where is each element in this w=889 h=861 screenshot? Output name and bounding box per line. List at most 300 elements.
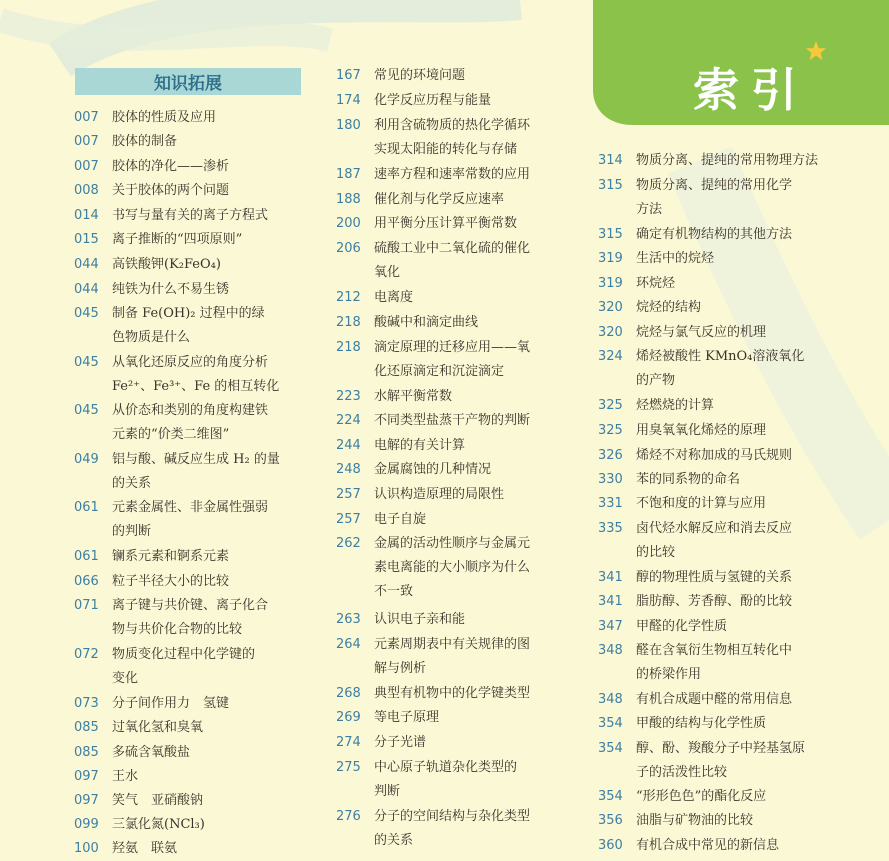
entry-title-line: 烷烃与氯气反应的机理 — [636, 325, 767, 340]
entry-title — [112, 399, 268, 447]
page-number: 341 — [598, 570, 623, 585]
entry-title — [112, 351, 279, 399]
index-entry — [336, 311, 568, 335]
entry-title-line: 氧化 — [374, 265, 401, 280]
entry-title-line: 判断 — [374, 784, 401, 799]
entry-title-line: 化还原滴定和沉淀滴定 — [374, 364, 505, 379]
entry-title — [636, 223, 792, 247]
index-entry — [336, 64, 568, 88]
page-number: 071 — [74, 598, 99, 613]
entry-title-line: 从价态和类别的角度构建铁 — [112, 403, 269, 418]
index-entry — [336, 188, 568, 212]
index-entry — [74, 765, 304, 789]
entry-title — [636, 809, 753, 833]
index-entry — [74, 155, 304, 179]
index-entry — [336, 682, 568, 706]
entry-title — [374, 458, 491, 482]
entry-title-line: 方法 — [636, 202, 663, 217]
entry-title — [636, 639, 792, 687]
entry-title-line: 书写与量有关的离子方程式 — [112, 208, 269, 223]
index-entry — [598, 419, 828, 443]
entry-title-line: 笑气 亚硝酸钠 — [112, 793, 204, 808]
index-entry — [598, 174, 828, 222]
index-entry — [336, 706, 568, 730]
index-entry — [598, 296, 828, 320]
entry-title-line: 纯铁为什么不易生锈 — [112, 282, 230, 297]
entry-title-line: 物质分离、提纯的常用化学 — [636, 178, 793, 193]
index-entry — [598, 272, 828, 296]
index-entry — [74, 253, 304, 277]
entry-title — [112, 179, 229, 203]
entry-title — [636, 615, 727, 639]
index-entry — [598, 834, 828, 858]
page-number: 224 — [336, 413, 361, 428]
entry-title — [112, 545, 229, 569]
entry-title-line: 关于胶体的两个问题 — [112, 183, 230, 198]
index-entry — [598, 688, 828, 712]
index-entry — [336, 458, 568, 482]
entry-title-line: 卤代烃水解反应和消去反应 — [636, 521, 793, 536]
index-entry — [74, 570, 304, 594]
index-title: 索引 — [693, 63, 809, 117]
entry-title-line: 醇的物理性质与氢键的关系 — [636, 570, 793, 585]
entry-title-line: 多硫含氧酸盐 — [112, 745, 191, 760]
entry-title — [112, 228, 242, 252]
page-number: 097 — [74, 769, 99, 784]
index-entry — [598, 444, 828, 468]
entry-title-line: 生活中的烷烃 — [636, 251, 715, 266]
index-entry — [336, 286, 568, 310]
page-number: 315 — [598, 178, 623, 193]
entry-title-line: 粒子半径大小的比较 — [112, 574, 230, 589]
entry-title-line: 烷烃的结构 — [636, 300, 702, 315]
entry-title-line: 水解平衡常数 — [374, 389, 453, 404]
page-number: 072 — [74, 647, 99, 662]
page-number: 320 — [598, 325, 623, 340]
page-number: 045 — [74, 355, 99, 370]
entry-title-line: 油脂与矿物油的比较 — [636, 813, 754, 828]
page-number: 008 — [74, 183, 99, 198]
index-entry — [598, 345, 828, 393]
page-number: 099 — [74, 817, 99, 832]
entry-title — [636, 737, 805, 785]
entry-title — [112, 813, 205, 837]
entry-title-line: 苯的同系物的命名 — [636, 472, 741, 487]
entry-title — [374, 89, 491, 113]
page-number: 007 — [74, 134, 99, 149]
entry-title-line: 金属腐蚀的几种情况 — [374, 462, 492, 477]
entry-title — [636, 272, 675, 296]
page-number: 014 — [74, 208, 99, 223]
entry-title — [636, 394, 714, 418]
index-entry — [598, 566, 828, 590]
entry-title-line: 镧系元素和锕系元素 — [112, 549, 230, 564]
page-number: 319 — [598, 251, 623, 266]
entry-title-line: 分子的空间结构与杂化类型 — [374, 809, 531, 824]
page-number: 275 — [336, 760, 361, 775]
index-entry — [598, 590, 828, 614]
entry-title-line: 解与例析 — [374, 661, 427, 676]
index-entry — [336, 532, 568, 604]
entry-title-line: 不同类型盐蒸干产物的判断 — [374, 413, 531, 428]
index-entry — [336, 508, 568, 532]
page-number: 206 — [336, 241, 361, 256]
page-number: 049 — [74, 452, 99, 467]
index-entry — [336, 89, 568, 113]
entry-title — [112, 594, 268, 642]
entry-title-line: 的桥梁作用 — [636, 667, 702, 682]
entry-title — [374, 163, 530, 187]
page-number: 073 — [74, 696, 99, 711]
index-entry — [336, 237, 568, 285]
entry-title-line: 金属的活动性顺序与金属元 — [374, 536, 531, 551]
entry-title — [636, 688, 792, 712]
index-entry — [598, 785, 828, 809]
page-number: 274 — [336, 735, 361, 750]
entry-title — [374, 286, 413, 310]
page-number: 218 — [336, 315, 361, 330]
entry-title — [374, 682, 530, 706]
entry-title — [374, 434, 465, 458]
index-entry — [598, 517, 828, 565]
entry-title-line: 的关系 — [374, 833, 414, 848]
index-entry — [74, 278, 304, 302]
entry-title-line: 等电子原理 — [374, 710, 440, 725]
entry-title — [112, 741, 190, 765]
entry-title — [374, 706, 439, 730]
entry-title — [374, 336, 530, 384]
entry-title — [636, 566, 792, 590]
page-number: 045 — [74, 306, 99, 321]
index-entry — [74, 692, 304, 716]
entry-title — [112, 765, 138, 789]
entry-title — [112, 130, 177, 154]
index-entry — [336, 731, 568, 755]
index-entry — [336, 756, 568, 804]
entry-title-line: 认识构造原理的局限性 — [374, 487, 505, 502]
entry-title-line: 分子间作用力 氢键 — [112, 696, 230, 711]
page-number: 262 — [336, 536, 361, 551]
page-number: 354 — [598, 741, 623, 756]
page-number: 044 — [74, 257, 99, 272]
entry-title-line: 烯烃被酸性 KMnO₄溶液氧化 — [636, 349, 805, 364]
page-number: 180 — [336, 118, 361, 133]
entry-title-line: 甲醛的化学性质 — [636, 619, 728, 634]
page-number: 015 — [74, 232, 99, 247]
entry-title — [636, 174, 792, 222]
entry-title-line: 的关系 — [112, 476, 152, 491]
entry-title-line: 的判断 — [112, 524, 152, 539]
entry-title — [636, 590, 792, 614]
entry-title-line: 胶体的制备 — [112, 134, 178, 149]
entry-title-line: 子的活泼性比较 — [636, 765, 728, 780]
entry-title-line: 滴定原理的迁移应用——氧 — [374, 340, 531, 355]
page-number: 326 — [598, 448, 623, 463]
entry-title — [636, 785, 766, 809]
entry-title — [636, 345, 804, 393]
entry-title-line: 羟氨 联氨 — [112, 841, 178, 856]
page-number: 319 — [598, 276, 623, 291]
page-number: 347 — [598, 619, 623, 634]
entry-title-line: 色物质是什么 — [112, 330, 191, 345]
entry-title-line: 烯烃不对称加成的马氏规则 — [636, 448, 793, 463]
entry-title — [636, 468, 740, 492]
page-number: 314 — [598, 153, 623, 168]
entry-title-line: 甲酸的结构与化学性质 — [636, 716, 767, 731]
entry-title — [374, 385, 452, 409]
index-entry — [74, 496, 304, 544]
entry-title — [374, 483, 504, 507]
index-entry — [74, 130, 304, 154]
entry-title — [112, 716, 203, 740]
page-number: 248 — [336, 462, 361, 477]
entry-title — [374, 188, 504, 212]
index-entry — [336, 336, 568, 384]
page-number: 330 — [598, 472, 623, 487]
index-entry — [598, 223, 828, 247]
entry-title-line: 醇、酚、羧酸分子中羟基氢原 — [636, 741, 806, 756]
entry-title — [636, 712, 766, 736]
entry-title — [112, 253, 221, 277]
entry-title-line: 物质分离、提纯的常用物理方法 — [636, 153, 819, 168]
entry-title-line: 典型有机物中的化学键类型 — [374, 686, 531, 701]
page-number: 315 — [598, 227, 623, 242]
entry-title-line: Fe²⁺、Fe³⁺、Fe 的相互转化 — [112, 379, 280, 394]
index-entry — [336, 608, 568, 632]
page-number: 354 — [598, 789, 623, 804]
index-entry — [598, 247, 828, 271]
index-entry — [598, 149, 828, 173]
index-entry — [74, 716, 304, 740]
index-entry — [598, 737, 828, 785]
entry-title — [112, 278, 229, 302]
index-entry — [74, 643, 304, 691]
entry-title — [636, 492, 766, 516]
page-number: 335 — [598, 521, 623, 536]
page-number: 174 — [336, 93, 361, 108]
page-number: 269 — [336, 710, 361, 725]
page-number: 348 — [598, 643, 623, 658]
entry-title-line: 过氧化氢和臭氧 — [112, 720, 204, 735]
entry-title — [636, 834, 779, 858]
index-column-3 — [598, 0, 828, 858]
entry-title-line: 有机合成题中醛的常用信息 — [636, 692, 793, 707]
index-entry — [598, 809, 828, 833]
page-number: 223 — [336, 389, 361, 404]
index-entry — [74, 545, 304, 569]
index-entry — [598, 639, 828, 687]
entry-title — [374, 608, 465, 632]
index-entry — [336, 409, 568, 433]
entry-title-line: 三氯化氮(NCl₃) — [112, 817, 205, 832]
page-number: 167 — [336, 68, 361, 83]
page-number: 100 — [74, 841, 99, 856]
entry-title-line: 变化 — [112, 671, 139, 686]
index-entry — [74, 448, 304, 496]
entry-title — [374, 212, 517, 236]
entry-title-line: 物质变化过程中化学键的 — [112, 647, 256, 662]
entry-title-line: 认识电子亲和能 — [374, 612, 466, 627]
index-entry — [598, 321, 828, 345]
entry-title — [636, 247, 714, 271]
entry-title-line: 从氧化还原反应的角度分析 — [112, 355, 269, 370]
page-number: 097 — [74, 793, 99, 808]
page-number: 276 — [336, 809, 361, 824]
entry-title-line: 利用含硫物质的热化学循环 — [374, 118, 531, 133]
index-entry — [74, 741, 304, 765]
index-entry — [74, 351, 304, 399]
entry-title-line: 铝与酸、碱反应生成 H₂ 的量 — [112, 452, 280, 467]
entry-title — [374, 532, 530, 604]
entry-title — [636, 419, 766, 443]
entry-title-line: 电子自旋 — [374, 512, 427, 527]
index-entry — [74, 594, 304, 642]
index-entry — [598, 615, 828, 639]
entry-title-line: 的产物 — [636, 373, 676, 388]
index-entry — [598, 468, 828, 492]
entry-title-line: 不一致 — [374, 584, 414, 599]
page-number: 356 — [598, 813, 623, 828]
entry-title-line: 环烷烃 — [636, 276, 676, 291]
entry-title-line: 制备 Fe(OH)₂ 过程中的绿 — [112, 306, 265, 321]
entry-title — [112, 448, 280, 496]
entry-title — [374, 731, 426, 755]
entry-title-line: 电离度 — [374, 290, 414, 305]
entry-title-line: 酸碱中和滴定曲线 — [374, 315, 479, 330]
index-entry — [74, 302, 304, 350]
index-entry — [74, 106, 304, 130]
entry-title — [374, 64, 465, 88]
page-number: 188 — [336, 192, 361, 207]
page-number: 187 — [336, 167, 361, 182]
index-entry — [74, 837, 304, 861]
entry-title-line: 硫酸工业中二氧化硫的催化 — [374, 241, 531, 256]
page-number: 085 — [74, 720, 99, 735]
index-entry — [74, 399, 304, 447]
page-number: 061 — [74, 500, 99, 515]
entry-title-line: 胶体的净化——渗析 — [112, 159, 230, 174]
entry-title — [374, 237, 530, 285]
page-number: 212 — [336, 290, 361, 305]
entry-title-line: 常见的环境问题 — [374, 68, 466, 83]
index-column-1 — [74, 0, 304, 858]
entry-title — [112, 643, 255, 691]
entry-title-line: 胶体的性质及应用 — [112, 110, 217, 125]
entry-title — [636, 444, 792, 468]
page-number: 257 — [336, 487, 361, 502]
entry-title-line: 用臭氧氧化烯烃的原理 — [636, 423, 767, 438]
page-number: 354 — [598, 716, 623, 731]
page-number: 341 — [598, 594, 623, 609]
entry-title — [112, 837, 177, 861]
entry-title-line: 元素周期表中有关规律的图 — [374, 637, 531, 652]
entry-title-line: “形形色色”的酯化反应 — [636, 789, 767, 804]
page-number: 007 — [74, 110, 99, 125]
page-number: 045 — [74, 403, 99, 418]
entry-title-line: 高铁酸钾(K₂FeO₄) — [112, 257, 221, 272]
index-entry — [336, 805, 568, 853]
index-entry — [74, 228, 304, 252]
entry-title — [374, 508, 426, 532]
page-number: 268 — [336, 686, 361, 701]
entry-title-line: 速率方程和速率常数的应用 — [374, 167, 531, 182]
entry-title — [112, 204, 268, 228]
entry-title-line: 元素的“价类二维图” — [112, 427, 230, 442]
page-number: 200 — [336, 216, 361, 231]
page-number: 244 — [336, 438, 361, 453]
page-number: 263 — [336, 612, 361, 627]
index-entry — [74, 179, 304, 203]
entry-title-line: 不饱和度的计算与应用 — [636, 496, 767, 511]
page-number: 324 — [598, 349, 623, 364]
entry-title-line: 中心原子轨道杂化类型的 — [374, 760, 518, 775]
index-entry — [336, 434, 568, 458]
entry-title-line: 的比较 — [636, 545, 676, 560]
entry-title-line: 确定有机物结构的其他方法 — [636, 227, 793, 242]
entry-title — [374, 805, 530, 853]
page-number: 044 — [74, 282, 99, 297]
page-number: 218 — [336, 340, 361, 355]
entry-title-line: 实现太阳能的转化与存储 — [374, 142, 518, 157]
entry-title — [636, 296, 701, 320]
page-number: 360 — [598, 838, 623, 853]
index-entry — [336, 633, 568, 681]
entry-title-line: 元素金属性、非金属性强弱 — [112, 500, 269, 515]
page-number: 320 — [598, 300, 623, 315]
entry-title — [374, 114, 530, 162]
entry-title-line: 离子推断的“四项原则” — [112, 232, 243, 247]
entry-title — [374, 409, 530, 433]
entry-title — [112, 789, 203, 813]
entry-title — [636, 517, 792, 565]
page-number: 325 — [598, 398, 623, 413]
index-entry — [74, 204, 304, 228]
entry-title — [112, 106, 216, 130]
page-number: 066 — [74, 574, 99, 589]
entry-title-line: 有机合成中常见的新信息 — [636, 838, 780, 853]
page-number: 325 — [598, 423, 623, 438]
index-entry — [336, 385, 568, 409]
page-number: 007 — [74, 159, 99, 174]
index-entry — [336, 483, 568, 507]
index-entry — [598, 712, 828, 736]
entry-title — [112, 570, 229, 594]
page-number: 348 — [598, 692, 623, 707]
entry-title — [374, 633, 530, 681]
page-number: 085 — [74, 745, 99, 760]
page-number: 257 — [336, 512, 361, 527]
page-number: 331 — [598, 496, 623, 511]
entry-title-line: 醛在含氧衍生物相互转化中 — [636, 643, 793, 658]
entry-title-line: 王水 — [112, 769, 139, 784]
entry-title-line: 用平衡分压计算平衡常数 — [374, 216, 518, 231]
entry-title — [636, 321, 766, 345]
entry-title-line: 物与共价化合物的比较 — [112, 622, 243, 637]
index-entry — [74, 813, 304, 837]
entry-title — [112, 155, 229, 179]
entry-title-line: 化学反应历程与能量 — [374, 93, 492, 108]
entry-title-line: 烃燃烧的计算 — [636, 398, 715, 413]
entry-title-line: 分子光谱 — [374, 735, 427, 750]
entry-title — [374, 756, 517, 804]
entry-title-line: 素电离能的大小顺序为什么 — [374, 560, 531, 575]
page-number: 061 — [74, 549, 99, 564]
index-entry — [336, 114, 568, 162]
entry-title-line: 脂肪醇、芳香醇、酚的比较 — [636, 594, 793, 609]
entry-title — [112, 692, 229, 716]
entry-title — [636, 149, 818, 173]
entry-title-line: 离子键与共价键、离子化合 — [112, 598, 269, 613]
